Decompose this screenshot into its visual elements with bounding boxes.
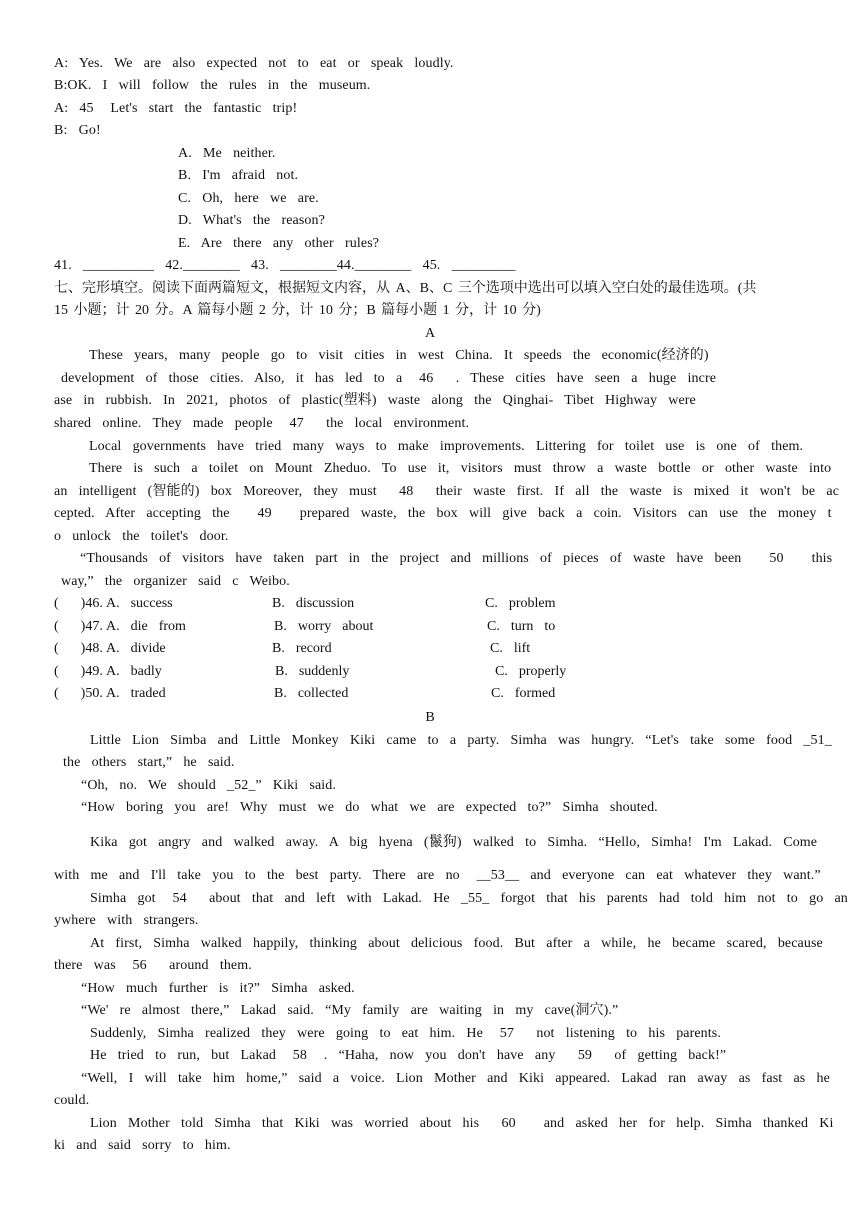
- passage-line: an intelligent (智能的) box Moreover, they must 48 their waste first. If all the waste is mixed it won't be ac: [54, 484, 840, 499]
- section-heading: 七、完形填空。阅读下面两篇短文，根据短文内容，从 A、B、C 三个选项中选出可以填入空白处的最佳选项。(共: [54, 281, 757, 296]
- dialogue-option: E. Are there any other rules?: [178, 236, 380, 251]
- dialogue-option: B. I'm afraid not.: [178, 168, 299, 183]
- passage-line: could.: [54, 1093, 90, 1108]
- option-b: B. suddenly: [275, 664, 350, 679]
- option-a: A. die from: [106, 619, 186, 634]
- option-c: C. problem: [485, 596, 556, 611]
- passage-label: B: [425, 710, 435, 725]
- passage-label: A: [424, 326, 436, 341]
- passage-line: way,” the organizer said c Weibo.: [61, 574, 290, 589]
- passage-line: there was 56 around them.: [54, 958, 252, 973]
- passage-line: with me and I'll take you to the best party. There are no __53__ and everyone can eat whatever they want.”: [54, 868, 821, 883]
- question-number: ( )50.: [54, 686, 103, 701]
- dialogue-option: C. Oh, here we are.: [178, 191, 319, 206]
- passage-line: cepted. After accepting the 49 prepared waste, the box will give back a coin. Visitors can use the money t: [54, 506, 832, 521]
- question-number: ( )48.: [54, 641, 103, 656]
- passage-line: the others start,” he said.: [63, 755, 235, 770]
- option-a: A. badly: [106, 664, 162, 679]
- option-a: A. success: [106, 596, 173, 611]
- passage-line: ywhere with strangers.: [54, 913, 199, 928]
- option-c: C. turn to: [487, 619, 556, 634]
- passage-line: “Thousands of visitors have taken part in the project and millions of pieces of waste have been 50 this: [80, 551, 833, 566]
- passage-line: development of those cities. Also, it has led to a 46 . These cities have seen a huge incre: [61, 371, 717, 386]
- passage-line: These years, many people go to visit cities in west China. It speeds the economic(经济的): [89, 348, 709, 363]
- passage-line: There is such a toilet on Mount Zheduo. To use it, visitors must throw a waste bottle or other waste into: [89, 461, 832, 476]
- passage-line: At first, Simha walked happily, thinking about delicious food. But after a while, he became scared, because: [90, 936, 823, 951]
- question-number: ( )49.: [54, 664, 103, 679]
- passage-line: Lion Mother told Simha that Kiki was worried about his 60 and asked her for help. Simha thanked Ki: [90, 1116, 834, 1131]
- dialogue-option: D. What's the reason?: [178, 213, 325, 228]
- passage-line: “We' re almost there,” Lakad said. “My family are waiting in my cave(洞穴).”: [81, 1003, 619, 1018]
- passage-line: shared online. They made people 47 the local environment.: [54, 416, 470, 431]
- passage-line: Kika got angry and walked away. A big hyena (鬣狗) walked to Simha. “Hello, Simha! I'm Lakad. Come: [90, 835, 818, 850]
- dialogue-line: A: Yes. We are also expected not to eat or speak loudly.: [54, 56, 454, 71]
- passage-line: Local governments have tried many ways to make improvements. Littering for toilet use is one of them.: [89, 439, 804, 454]
- option-b: B. collected: [274, 686, 349, 701]
- dialogue-line: A: 45 Let's start the fantastic trip!: [54, 101, 298, 116]
- answer-line: 41. __________ 42.________ 43. ________44.________ 45. _________: [54, 258, 516, 273]
- option-c: C. lift: [490, 641, 531, 656]
- passage-line: Simha got 54 about that and left with Lakad. He _55_ forgot that his parents had told him not to go an: [90, 891, 848, 906]
- question-number: ( )47.: [54, 619, 103, 634]
- option-a: A. traded: [106, 686, 166, 701]
- passage-line: ase in rubbish. In 2021, photos of plastic(塑料) waste along the Qinghai- Tibet Highway were: [54, 393, 696, 408]
- passage-line: Little Lion Simba and Little Monkey Kiki came to a party. Simha was hungry. “Let's take some food _51_: [90, 733, 832, 748]
- dialogue-option: A. Me neither.: [178, 146, 276, 161]
- option-c: C. formed: [491, 686, 556, 701]
- passage-line: “Well, I will take him home,” said a voice. Lion Mother and Kiki appeared. Lakad ran away as fast as he: [81, 1071, 830, 1086]
- passage-line: Suddenly, Simha realized they were going to eat him. He 57 not listening to his parents.: [90, 1026, 721, 1041]
- option-c: C. properly: [495, 664, 567, 679]
- option-b: B. discussion: [272, 596, 355, 611]
- passage-line: “How boring you are! Why must we do what we are expected to?” Simha shouted.: [81, 800, 658, 815]
- passage-line: “Oh, no. We should _52_” Kiki said.: [81, 778, 336, 793]
- passage-line: ki and said sorry to him.: [54, 1138, 231, 1153]
- dialogue-line: B:OK. I will follow the rules in the museum.: [54, 78, 371, 93]
- option-b: B. record: [272, 641, 332, 656]
- passage-line: “How much further is it?” Simha asked.: [81, 981, 355, 996]
- option-b: B. worry about: [274, 619, 374, 634]
- passage-line: o unlock the toilet's door.: [54, 529, 229, 544]
- section-heading: 15 小题；计 20 分。A 篇每小题 2 分，计 10 分；B 篇每小题 1 分，计 10 分): [54, 303, 541, 318]
- question-number: ( )46.: [54, 596, 103, 611]
- passage-line: He tried to run, but Lakad 58 . “Haha, now you don't have any 59 of getting back!”: [90, 1048, 727, 1063]
- dialogue-line: B: Go!: [54, 123, 101, 138]
- option-a: A. divide: [106, 641, 166, 656]
